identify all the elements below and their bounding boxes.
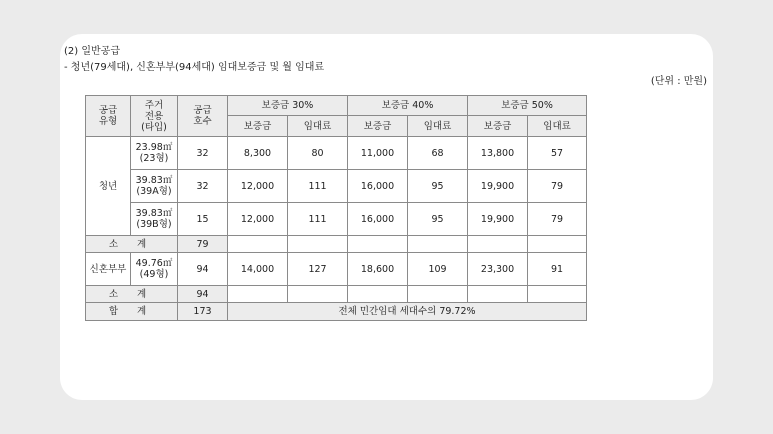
total-note: 전체 민간임대 세대수의 79.72% [228, 303, 587, 321]
rent-cell: 57 [528, 137, 587, 170]
deposit-cell: 19,900 [468, 170, 528, 203]
rent-cell: 127 [288, 253, 348, 286]
header-deposit-30: 보증금 30% [228, 96, 348, 116]
table-row [86, 137, 587, 170]
empty-cell [288, 286, 348, 303]
empty-cell [408, 236, 468, 253]
empty-cell [288, 236, 348, 253]
empty-cell [348, 286, 408, 303]
rent-cell: 95 [408, 203, 468, 236]
total-value: 173 [178, 303, 228, 321]
subtotal-value: 94 [178, 286, 228, 303]
units-cell: 94 [178, 253, 228, 286]
deposit-cell: 13,800 [468, 137, 528, 170]
header-row-1 [86, 96, 587, 116]
unit-note: (단위 : 만원) [650, 76, 707, 87]
subtotal-row-youth [86, 236, 587, 253]
header-rent: 임대료 [528, 116, 587, 137]
header-deposit-50: 보증금 50% [468, 96, 587, 116]
header-deposit-40: 보증금 40% [348, 96, 468, 116]
empty-cell [228, 236, 288, 253]
rent-cell: 91 [528, 253, 587, 286]
rent-cell: 68 [408, 137, 468, 170]
rent-table [85, 95, 587, 321]
header-area: 주거 전용 (타입) [131, 96, 178, 137]
header-supply-type: 공급 유형 [86, 96, 131, 137]
section-subtitle: - 청년(79세대), 신혼부부(94세대) 임대보증금 및 월 임대료 [64, 62, 325, 73]
units-cell: 32 [178, 137, 228, 170]
deposit-cell: 23,300 [468, 253, 528, 286]
subtotal-value: 79 [178, 236, 228, 253]
deposit-cell: 8,300 [228, 137, 288, 170]
subtotal-row-newlywed [86, 286, 587, 303]
deposit-cell: 12,000 [228, 203, 288, 236]
subtotal-label: 소 계 [86, 286, 178, 303]
deposit-cell: 18,600 [348, 253, 408, 286]
total-label: 합 계 [86, 303, 178, 321]
deposit-cell: 19,900 [468, 203, 528, 236]
deposit-cell: 14,000 [228, 253, 288, 286]
units-cell: 32 [178, 170, 228, 203]
rent-cell: 79 [528, 170, 587, 203]
deposit-cell: 12,000 [228, 170, 288, 203]
deposit-cell: 16,000 [348, 170, 408, 203]
empty-cell [408, 286, 468, 303]
table-row [86, 253, 587, 286]
header-rent: 임대료 [408, 116, 468, 137]
rent-cell: 109 [408, 253, 468, 286]
type-cell-newlywed: 신혼부부 [86, 253, 131, 286]
area-cell: 39.83㎡ (39B형) [131, 203, 178, 236]
header-households: 공급 호수 [178, 96, 228, 137]
header-rent: 임대료 [288, 116, 348, 137]
rent-cell: 80 [288, 137, 348, 170]
deposit-cell: 16,000 [348, 203, 408, 236]
empty-cell [348, 236, 408, 253]
empty-cell [528, 236, 587, 253]
rent-cell: 111 [288, 170, 348, 203]
empty-cell [228, 286, 288, 303]
deposit-cell: 11,000 [348, 137, 408, 170]
header-deposit: 보증금 [468, 116, 528, 137]
empty-cell [468, 236, 528, 253]
area-cell: 49.76㎡ (49형) [131, 253, 178, 286]
units-cell: 15 [178, 203, 228, 236]
rent-cell: 79 [528, 203, 587, 236]
table-row [86, 170, 587, 203]
empty-cell [468, 286, 528, 303]
subtotal-label: 소 계 [86, 236, 178, 253]
empty-cell [528, 286, 587, 303]
header-deposit: 보증금 [348, 116, 408, 137]
section-title: (2) 일반공급 [64, 46, 120, 57]
table-row [86, 203, 587, 236]
header-deposit: 보증금 [228, 116, 288, 137]
total-row [86, 303, 587, 321]
area-cell: 23.98㎡ (23형) [131, 137, 178, 170]
type-cell-youth: 청년 [86, 137, 131, 236]
rent-cell: 95 [408, 170, 468, 203]
rent-cell: 111 [288, 203, 348, 236]
area-cell: 39.83㎡ (39A형) [131, 170, 178, 203]
